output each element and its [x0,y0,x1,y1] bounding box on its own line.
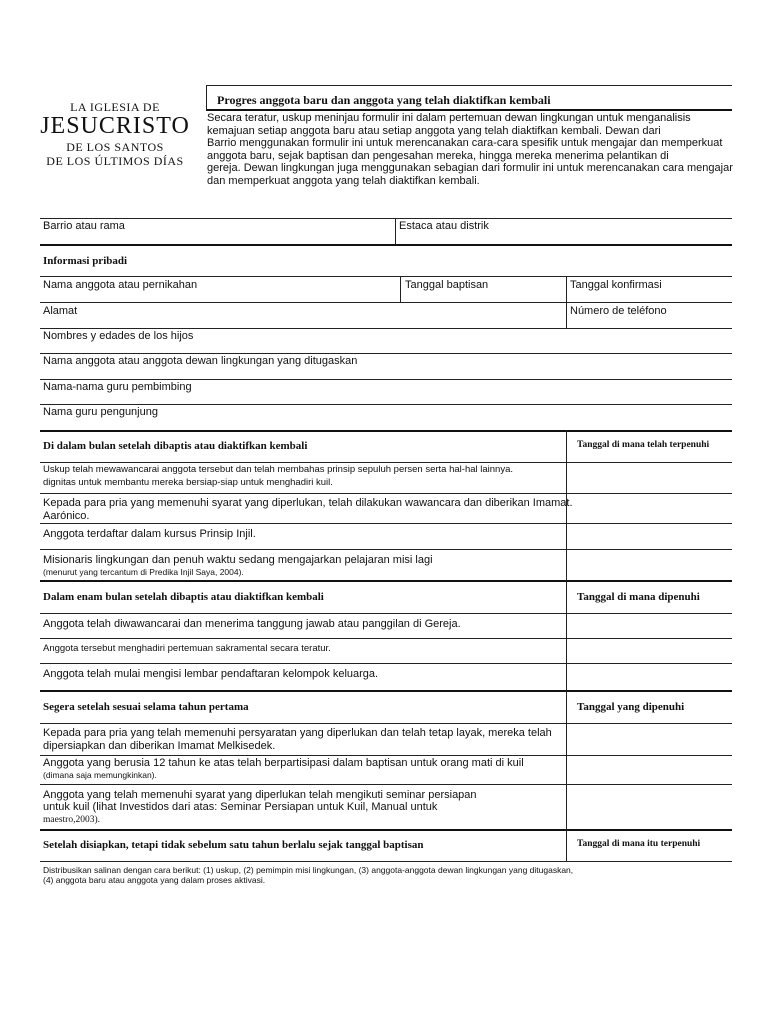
section3-item-cont: maestro,2003). [43,815,100,825]
section1-heading: Di dalam bulan setelah dibaptis atau diaktifkan kembali [43,440,308,452]
intro-line: Secara teratur, uskup meninjau formulir ini dalam pertemuan dewan lingkungan untuk menganalisis [207,112,691,124]
intro-line: kemajuan setiap anggota baru atau setiap anggota yang telah diaktifkan kembali. Dewan dari [207,124,661,137]
section2-item: Anggota telah diwawancarai dan menerima tanggung jawab atau panggilan di Gereja. [43,618,461,630]
date-column-divider [566,829,567,861]
row-rule [40,353,732,354]
address-label: Alamat [43,305,78,317]
section3-item-cont: untuk kuil (lihat Investidos dari atas: Seminar Persiapan untuk Kuil, Manual untuk [43,801,438,813]
intro-line: Barrio menggunakan formulir ini untuk merencanakan cara-cara spesifik untuk mengajar dan memperkuat [207,137,723,150]
logo-line-4: DE LOS ÚLTIMOS DÍAS [46,154,184,168]
section-rule [40,430,732,432]
children-label: Nombres y edades de los hijos [43,330,194,342]
section3-item-cont: dipersiapkan dan diberikan Imamat Melkisedek. [43,740,276,752]
unit-bottom-rule [40,244,732,246]
row-rule [40,549,732,550]
section4-heading: Setelah disiapkan, tetapi tidak sebelum satu tahun berlalu sejak tanggal baptisan [43,839,424,851]
council-member-label: Nama anggota atau anggota dewan lingkungan yang ditugaskan [43,355,358,367]
member-name-label: Nama anggota atau pernikahan [43,279,198,291]
row-rule [40,613,732,614]
home-teachers-label: Nama guru pengunjung [43,406,158,418]
section2-heading: Dalam enam bulan setelah dibaptis atau diaktifkan kembali [43,591,324,603]
section1-item-cont: Aarónico. [43,510,90,522]
section1-item: Anggota terdaftar dalam kursus Prinsip Injil. [43,528,256,540]
form-title: Progres anggota baru dan anggota yang telah diaktifkan kembali [217,93,551,107]
section-rule [40,861,732,862]
title-bottom-rule [206,109,732,111]
intro-line: gereja. Dewan lingkungan juga menggunakan sebagian dari formulir ini untuk merencanakan cara mengajar [207,162,733,175]
date-column-divider [566,690,567,830]
logo-line-1: LA IGLESIA DE [70,100,160,114]
section1-item-cont: dignitas untuk membantu mereka bersiap-siap untuk menghadiri kuil. [43,477,333,488]
row-rule [40,379,732,380]
title-top-rule [206,85,732,86]
fellowshippers-label: Nama-nama guru pembimbing [43,381,192,393]
row-rule [40,638,732,639]
row-rule [40,663,732,664]
section3-item: Anggota yang berusia 12 tahun ke atas telah berpartisipasi dalam baptisan untuk orang mati di kuil [43,757,524,769]
section3-heading: Segera setelah sesuai selama tahun pertama [43,701,249,713]
section-rule [40,690,732,692]
section3-item-cont: (dimana saja memungkinkan). [43,770,157,780]
section3-item: Anggota yang telah memenuhi syarat yang diperlukan telah mengikuti seminar persiapan [43,789,477,801]
section-rule [40,580,732,582]
col-divider [400,276,401,302]
ward-field-label: Barrio atau rama [43,220,125,232]
row-rule [40,523,732,524]
unit-divider [395,218,396,245]
intro-line: dan memperkuat anggota yang telah diaktifkan kembali. [207,174,480,187]
section-rule [40,829,732,831]
section2-item: Anggota telah mulai mengisi lembar pendaftaran kelompok keluarga. [43,668,379,680]
distribution-note-cont: (4) anggota baru atau anggota yang dalam proses aktivasi. [43,875,266,885]
stake-field-label: Estaca atau distrik [399,220,489,232]
row-rule [40,755,732,756]
section1-item: Misionaris lingkungan dan penuh waktu sedang mengajarkan pelajaran misi lagi [43,554,433,566]
row-rule [40,328,732,329]
section1-item-cont: (menurut yang tercantum di Predika Injil Saya, 2004). [43,567,244,577]
date-column-divider [566,580,567,690]
section4-date-heading: Tanggal di mana itu terpenuhi [577,839,701,849]
logo-line-3: DE LOS SANTOS [66,140,164,154]
row-rule [40,462,732,463]
section1-item: Kepada para pria yang memenuhi syarat yang diperlukan, telah dilakukan wawancara dan diberikan Imamat. [43,497,573,509]
section2-date-heading: Tanggal di mana dipenuhi [577,591,700,603]
row-rule [40,723,732,724]
section3-date-heading: Tanggal yang dipenuhi [577,701,685,713]
section3-item: Kepada para pria yang telah memenuhi persyaratan yang diperlukan dan telah tetap layak, mereka telah [43,727,552,739]
row-rule [40,302,732,303]
intro-paragraph [207,112,733,188]
distribution-note: Distribusikan salinan dengan cara berikut: (1) uskup, (2) pemimpin misi lingkungan, (3) anggota-anggota dewan lingkungan yang ditugaskan, [43,865,574,875]
personal-info-heading: Informasi pribadi [43,255,128,267]
confirmation-date-label: Tanggal konfirmasi [570,279,662,291]
baptism-date-label: Tanggal baptisan [405,279,489,291]
row-rule [40,784,732,785]
section1-date-heading: Tanggal di mana telah terpenuhi [577,440,710,450]
row-rule [40,404,732,405]
row-rule [40,493,732,494]
phone-label: Número de teléfono [570,305,667,317]
logo-line-2: JESUCRISTO [40,113,190,139]
row-rule [40,276,732,277]
intro-line: anggota baru, sejak baptisan dan pengesahan mereka, hingga mereka menerima pelantikan di [207,149,669,162]
section2-item: Anggota tersebut menghadiri pertemuan sakramental secara teratur. [43,643,331,654]
title-left-rule [206,85,207,111]
unit-top-rule [40,218,732,219]
section1-item: Uskup telah mewawancarai anggota tersebut dan telah membahas prinsip sepuluh persen serta hal-hal lainnya. [43,464,514,475]
